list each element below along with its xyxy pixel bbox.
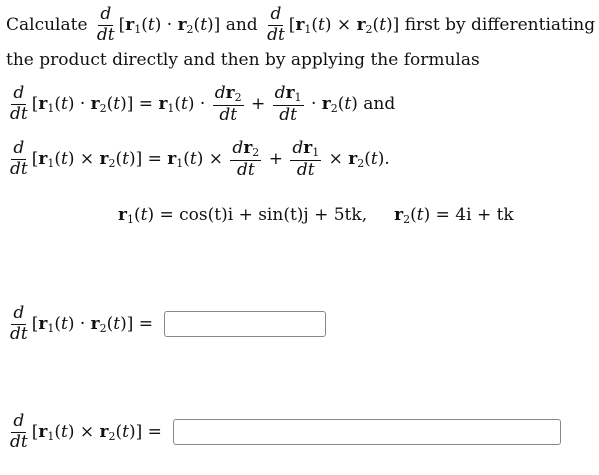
dot-product-expression: $[r_1(t) \cdot r_2(t)]$	[118, 14, 221, 36]
dot-product-formula: $\frac{d}{dt}$ $[r_1(t) \cdot r_2(t)] = r_1(t)$ · $\frac{dr_2}{dt}$ + $\frac{dr_1}{dt}$ · $r_2(t)$ and	[10, 83, 396, 125]
dr1-dt-fraction: $\frac{dr_1}{dt}$	[274, 83, 302, 125]
and-label: and	[225, 14, 258, 35]
r2-definition: $r_2(t) = 4i$ + tk	[394, 205, 514, 226]
cross-product-formula: $\frac{d}{dt}$ $[r_1(t) \times r_2(t)] = r_1(t)$ × $\frac{dr_2}{dt}$ + $\frac{dr_1}{dt}$ × $r_2(t)$.	[10, 138, 390, 180]
derivative-operator: $\frac{d}{dt}$	[10, 83, 28, 125]
calculate-label: Calculate	[6, 14, 88, 35]
dot-product-answer-input[interactable]	[164, 311, 326, 337]
derivative-operator: $\frac{d}{dt}$	[96, 4, 115, 45]
derivative-operator: $\frac{d}{dt}$	[267, 4, 285, 45]
cross-product-answer-row	[6, 413, 561, 452]
dr1-dt-fraction: $\frac{dr_1}{dt}$	[292, 138, 320, 180]
dr2-dt-fraction: $\frac{dr_2}{dt}$	[214, 83, 242, 125]
intro-line-2	[6, 50, 480, 70]
cross-product-answer-input[interactable]	[173, 419, 561, 445]
intro-line-2-text: the product directly and then by applying the formulas	[6, 50, 480, 70]
dot-product-answer-row	[6, 305, 326, 344]
derivative-operator: $\frac{d}{dt}$	[10, 411, 28, 452]
r1-definition: $r_1(t) = \cos(t)i + \sin(t)j + 5tk$,	[118, 205, 368, 226]
dr2-dt-fraction: $\frac{dr_2}{dt}$	[232, 138, 260, 180]
formula-and-label: and	[363, 94, 396, 115]
derivative-operator: $\frac{d}{dt}$	[10, 138, 28, 180]
vector-definitions	[118, 205, 514, 226]
intro-rest-text: first by differentiating	[404, 14, 596, 35]
derivative-operator: $\frac{d}{dt}$	[10, 303, 28, 344]
cross-product-expression: $[r_1(t) \times r_2(t)]$	[288, 14, 400, 36]
dot-product-answer-label: $[r_1(t) \cdot r_2(t)]$ =	[31, 313, 154, 335]
intro-line-1	[6, 6, 595, 45]
cross-product-answer-label: $[r_1(t) \times r_2(t)]$ =	[31, 421, 162, 443]
